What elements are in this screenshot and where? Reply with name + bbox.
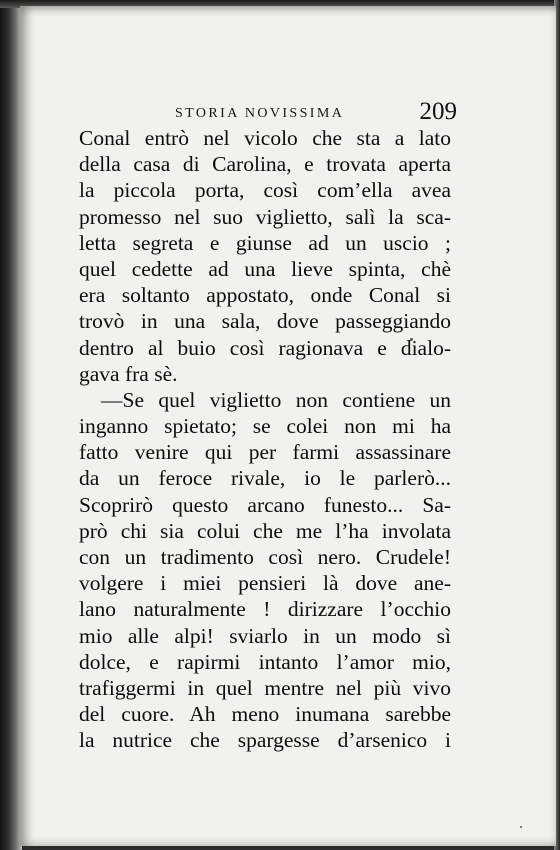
text-line: gava fra sè. [79,361,178,386]
book-gutter-shadow [0,0,22,850]
text-line: mio alle alpi! sviarlo in un modo sì [79,623,451,648]
text-line: prò chi sia colui che me l’ha involata [79,518,451,543]
text-line: —Se quel viglietto non contiene un [101,387,451,412]
text-line: era soltanto appostato, onde Conal si [79,283,451,308]
page-body-text [79,125,451,754]
text-line: quel cedette ad una lieve spinta, chè [79,256,451,281]
page-number: 209 [419,98,457,125]
text-line: inganno spietato; se colei non mi ha [79,414,451,439]
page-header [155,100,455,124]
text-line: volgere i miei pensieri là dove ane- [79,571,451,596]
text-line: trovò in una sala, dove passeggiando [79,309,451,334]
text-line: Scoprirò questo arcano funesto... Sa- [79,492,451,517]
text-line: della casa di Carolina, e trovata aperta [79,152,451,177]
paper-speck [520,826,522,828]
text-line: da un feroce rivale, io le parlerò... [79,466,451,491]
text-line: promesso nel suo viglietto, salì la sca- [79,204,451,229]
running-title: STORIA NOVISSIMA [175,106,345,121]
text-line: lano naturalmente ! dirizzare l’occhio [79,597,451,622]
text-line: la piccola porta, così com’ella avea [79,178,451,203]
text-line: la nutrice che spargesse d’arsenico i [79,728,451,753]
text-line: letta segreta e giunse ad un uscio ; [79,230,451,255]
text-line: Conal entrò nel vicolo che sta a lato [79,126,451,150]
text-line: del cuore. Ah meno inumana sarebbe [79,702,451,727]
text-line: con un tradimento così nero. Crudele! [79,545,451,569]
text-line: trafiggermi in quel mentre nel più vivo [79,675,451,700]
text-line: dolce, e rapirmi intanto l’amor mio, [79,649,451,674]
text-line: fatto venire qui per farmi assassinare [79,440,451,465]
text-line: dentro al buio così ragionava e dialo- [79,335,451,360]
